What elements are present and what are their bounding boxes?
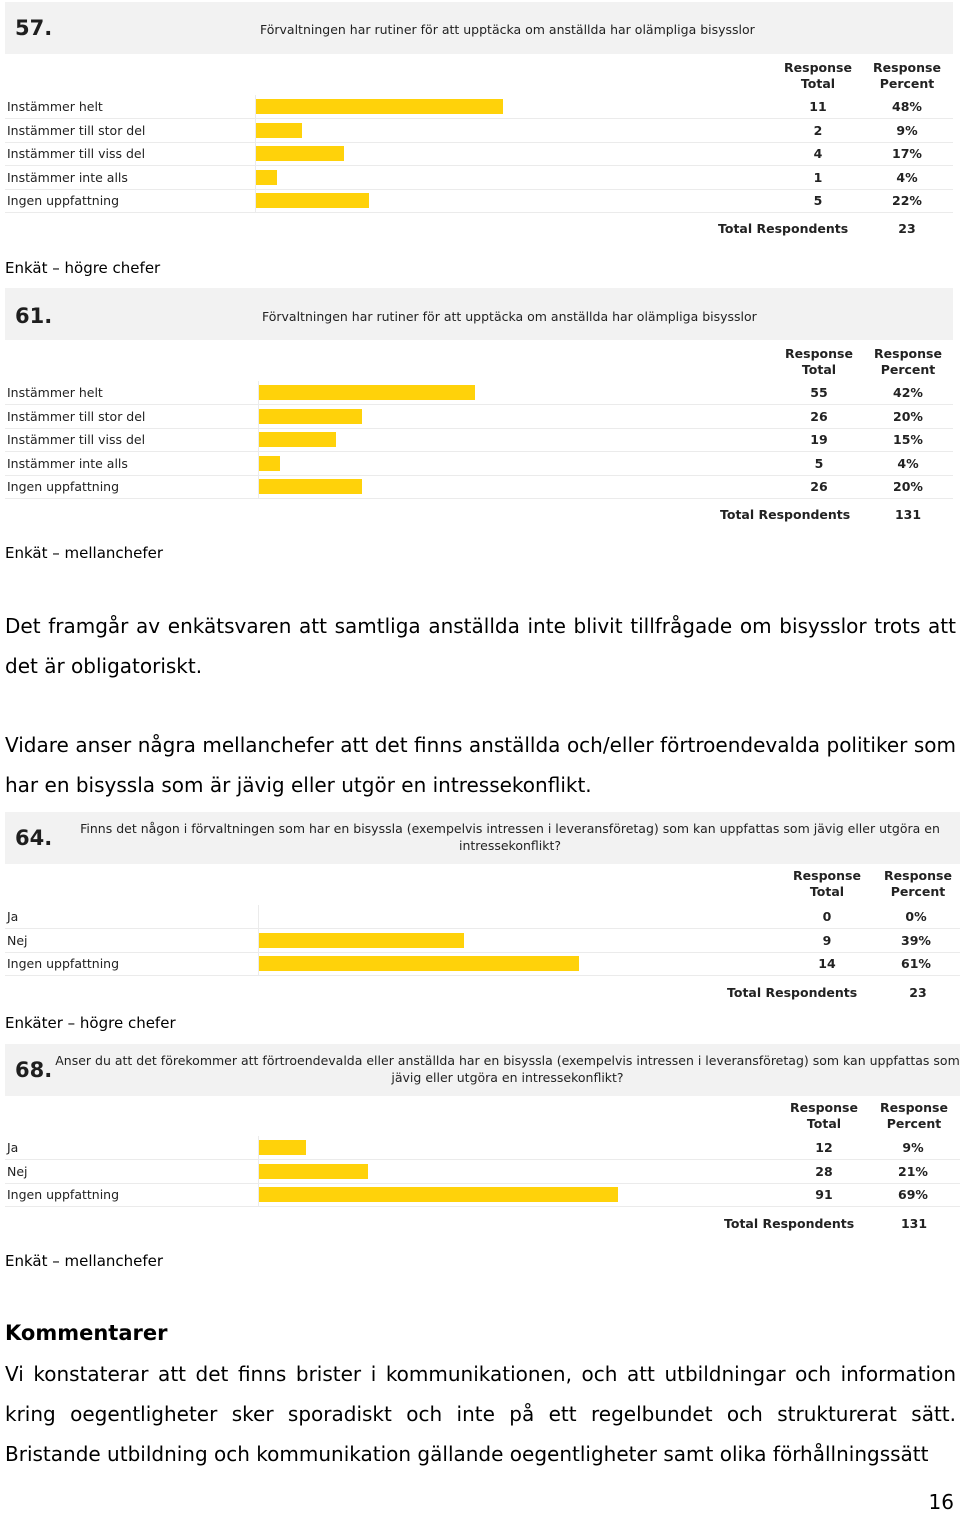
response-percent: 9% [896, 122, 918, 138]
response-bar [256, 123, 302, 138]
total-respondents-label: Total Respondents [727, 985, 858, 1000]
row-label: Nej [7, 932, 28, 948]
row-label: Instämmer till viss del [7, 432, 146, 447]
response-total: 0 [822, 909, 832, 924]
body-paragraph: Vidare anser några mellanchefer att det finns anställda och/eller förtroendevalda politiker som har en bisyssla som är jävig eller utgör en intressekonflikt. [5, 733, 956, 797]
total-respondents-value: 23 [898, 221, 916, 236]
response-total: 14 [818, 956, 836, 971]
col-header-total: Response Total [784, 60, 852, 91]
row-label: Ingen uppfattning [7, 1187, 120, 1202]
survey-61 [5, 288, 953, 528]
response-percent: 4% [896, 169, 918, 185]
response-total: 9 [822, 932, 832, 948]
response-total: 12 [815, 1140, 833, 1155]
table-row [5, 475, 953, 499]
table-row [5, 166, 953, 190]
response-percent: 48% [892, 99, 922, 114]
question-text: Anser du att det förekommer att förtroendevalda eller anställda har en bisyssla (exempelvis intressen i leveransföretag) som kan uppfattas som jävig eller utgöra en intressekonflikt? [55, 1053, 960, 1085]
row-label: Nej [7, 1163, 28, 1179]
table-row [5, 381, 953, 405]
survey-57 [5, 2, 953, 242]
question-number: 64. [15, 826, 53, 850]
total-respondents-value: 131 [894, 507, 922, 522]
response-percent: 9% [902, 1140, 924, 1155]
question-number: 57. [15, 16, 53, 40]
question-text: Finns det någon i förvaltningen som har en bisyssla (exempelvis intressen i leveransföretag) som kan uppfattas som jävig eller utgöra en intressekonflikt? [80, 821, 940, 853]
response-bar [256, 170, 277, 185]
response-total: 19 [810, 432, 828, 447]
response-bar [259, 956, 579, 971]
response-bar [259, 456, 280, 471]
response-percent: 39% [901, 932, 931, 948]
response-bar [259, 933, 464, 948]
table-row [5, 952, 960, 976]
response-total: 55 [810, 385, 828, 400]
figure-caption: Enkät – mellanchefer [5, 1252, 164, 1270]
table-row [5, 452, 953, 476]
figure-caption: Enkät – högre chefer [5, 259, 161, 277]
row-label: Ingen uppfattning [7, 193, 120, 208]
response-bar [259, 479, 362, 494]
response-total: 2 [813, 122, 823, 138]
response-total: 5 [814, 455, 824, 471]
table-row [5, 142, 953, 166]
response-bar [256, 99, 503, 114]
row-label: Instämmer helt [7, 99, 103, 114]
response-percent: 42% [893, 385, 923, 400]
response-percent: 15% [893, 432, 923, 447]
table-row [5, 929, 960, 953]
table-row [5, 119, 953, 143]
response-total: 1 [813, 169, 823, 185]
col-header-percent: Response Percent [873, 60, 941, 91]
row-label: Ja [7, 909, 19, 924]
total-respondents-label: Total Respondents [720, 507, 851, 522]
body-paragraph: Det framgår av enkätsvaren att samtliga anställda inte blivit tillfrågade om bisysslor trots att det är obligatoriskt. [5, 614, 956, 678]
page-number: 16 [928, 1490, 954, 1514]
row-label: Instämmer till stor del [7, 122, 146, 138]
response-percent: 69% [898, 1187, 928, 1202]
table-row [5, 1160, 960, 1184]
question-number: 68. [15, 1058, 53, 1082]
response-bar [256, 193, 369, 208]
response-percent: 20% [893, 479, 923, 494]
response-bar [259, 385, 475, 400]
col-header-total: Response Total [790, 1100, 858, 1131]
survey-header [5, 2, 953, 54]
response-total: 5 [813, 193, 823, 208]
response-percent: 4% [897, 455, 919, 471]
col-header-total: Response Total [785, 346, 853, 377]
col-header-percent: Response Percent [884, 868, 952, 899]
figure-caption: Enkäter – högre chefer [5, 1014, 176, 1032]
response-percent: 17% [892, 146, 922, 161]
figure-caption: Enkät – mellanchefer [5, 544, 164, 562]
question-number: 61. [15, 304, 53, 328]
col-header-percent: Response Percent [880, 1100, 948, 1131]
col-header-percent: Response Percent [874, 346, 942, 377]
response-total: 4 [813, 146, 823, 161]
total-respondents-label: Total Respondents [724, 1216, 855, 1231]
total-respondents-label: Total Respondents [718, 221, 849, 236]
response-total: 91 [815, 1187, 833, 1202]
row-label: Ja [7, 1140, 19, 1155]
table-row [5, 905, 960, 929]
table-row [5, 95, 953, 119]
response-percent: 20% [893, 408, 923, 424]
row-label: Instämmer till viss del [7, 146, 146, 161]
row-label: Instämmer inte alls [7, 455, 128, 471]
table-row [5, 405, 953, 429]
row-label: Instämmer till stor del [7, 408, 146, 424]
row-label: Ingen uppfattning [7, 479, 120, 494]
response-total: 28 [815, 1163, 833, 1179]
response-percent: 61% [901, 956, 931, 971]
total-respondents-value: 131 [900, 1216, 928, 1231]
response-bar [259, 1164, 368, 1179]
survey-header [5, 288, 953, 340]
body-paragraph: Vi konstaterar att det finns brister i kommunikationen, och att utbildningar och information kring oegentligheter sker sporadiskt och inte på ett regelbundet och strukturerat sätt. Bristande utbildning och kommunikation gällande oegentligheter samt olika förhållningssätt [5, 1362, 956, 1466]
response-total: 11 [809, 99, 827, 114]
survey-68 [5, 1044, 960, 1238]
table-row [5, 1183, 960, 1207]
response-total: 26 [810, 479, 828, 494]
table-row [5, 428, 953, 452]
section-heading: Kommentarer [5, 1321, 168, 1345]
survey-64 [5, 812, 960, 1002]
total-respondents-value: 23 [909, 985, 927, 1000]
response-bar [259, 432, 336, 447]
question-text: Förvaltningen har rutiner för att upptäcka om anställda har olämpliga bisysslor [262, 309, 757, 324]
col-header-total: Response Total [793, 868, 861, 899]
table-row [5, 189, 953, 213]
response-percent: 22% [892, 193, 922, 208]
survey-header [5, 812, 960, 864]
response-bar [256, 146, 344, 161]
response-bar [259, 1140, 306, 1155]
row-label: Instämmer inte alls [7, 169, 128, 185]
response-bar [259, 409, 362, 424]
response-percent: 0% [905, 909, 927, 924]
question-text: Förvaltningen har rutiner för att upptäcka om anställda har olämpliga bisysslor [260, 22, 755, 37]
table-row [5, 1136, 960, 1160]
response-bar [259, 1187, 618, 1202]
response-percent: 21% [898, 1163, 928, 1179]
row-label: Instämmer helt [7, 385, 103, 400]
response-total: 26 [810, 408, 828, 424]
row-label: Ingen uppfattning [7, 956, 120, 971]
survey-header [5, 1044, 960, 1096]
